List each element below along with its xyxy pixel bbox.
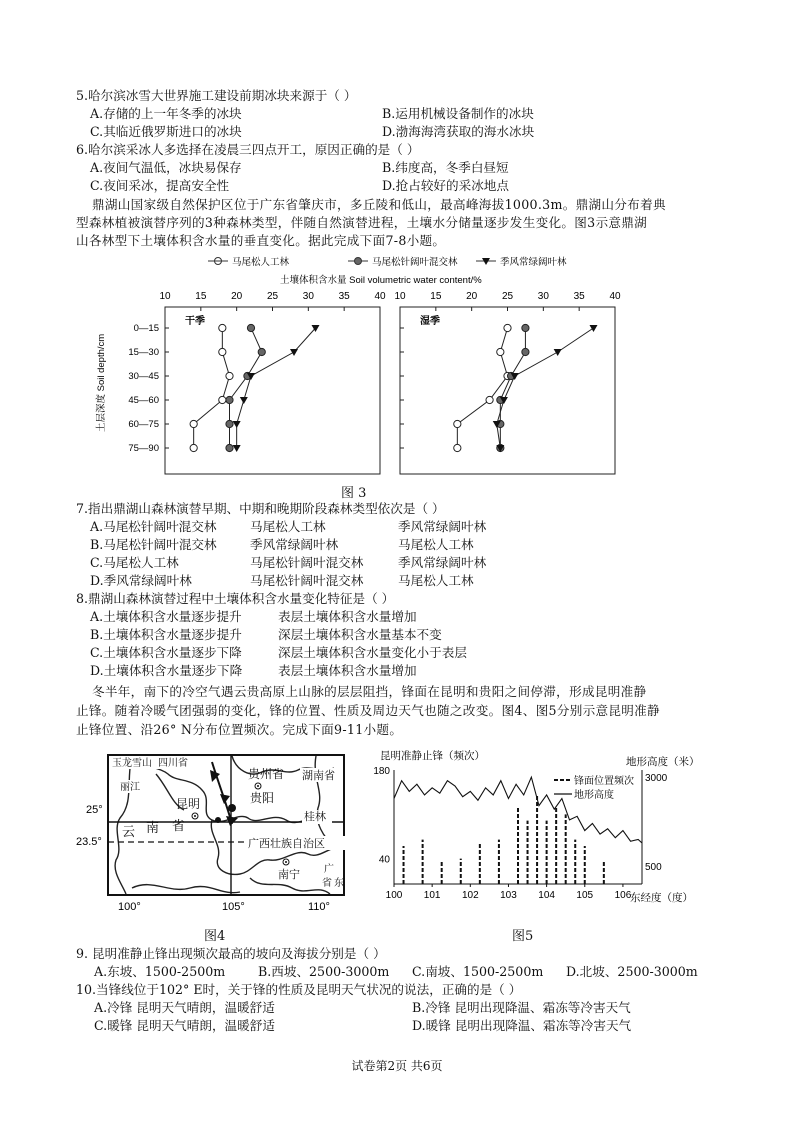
legend-label-1: 马尾松人工林 [232, 257, 290, 268]
legend-label-2: 马尾松针阔叶混交林 [372, 257, 458, 268]
fig3-point-mixed [247, 324, 254, 331]
fig3-point-plantation [486, 396, 493, 403]
fig3-caption: 图 3 [341, 486, 367, 501]
fig5-xtick-label: 105 [576, 890, 594, 901]
fig3-legend [208, 256, 567, 268]
map-label-yulong: 玉龙雪山 [112, 758, 152, 769]
fig5-legend [554, 774, 634, 801]
fig5-x-label: 东经度（度） [630, 892, 693, 904]
fig3-panel-wet [394, 291, 621, 474]
q7-a-2: 马尾松人工林 [250, 519, 326, 534]
fig3-series-line [230, 328, 262, 448]
q5-option-a: A.存储的上一年冬季的冰块 [90, 106, 242, 121]
fig3-point-plantation [497, 348, 504, 355]
fig3-xtick-label: 25 [266, 291, 279, 302]
fig5-xtick-label: 102 [461, 890, 479, 901]
q7-c-1: C.马尾松人工林 [90, 555, 179, 570]
fig3-xtick-label: 25 [501, 291, 514, 302]
page-footer: 试卷第2页 共6页 [351, 1059, 443, 1073]
map-label-kunming: 昆明 [176, 797, 201, 811]
fig3-panel-dry [128, 291, 386, 474]
q7-a-1: A.马尾松针阔叶混交林 [90, 519, 217, 534]
fig3-point-broadleaf [590, 325, 598, 332]
fig3-xtick-label: 10 [159, 291, 171, 302]
fig3-xtick-label: 15 [430, 291, 442, 302]
fig5-y2tick-label: 3000 [645, 773, 668, 785]
map-label-yun: 云 [122, 824, 136, 839]
fig5-xtick-label: 101 [423, 890, 441, 901]
figure-5-chart [372, 744, 702, 916]
q7-d-2: 马尾松针阔叶混交林 [250, 573, 364, 588]
q8-a-2: 表层土壤体积含水量增加 [278, 609, 417, 624]
q8-c-1: C.土壤体积含水量逐步下降 [90, 645, 242, 660]
fig3-point-broadleaf [233, 421, 241, 428]
q10-option-a: A.冷锋 昆明天气晴朗，温暖舒适 [94, 1000, 275, 1015]
fig3-point-mixed [522, 324, 529, 331]
q8-stem: 8.鼎湖山森林演替过程中土壤体积含水量变化特征是（ ） [76, 591, 395, 606]
fig3-xtick-label: 40 [374, 291, 386, 302]
intro-911-line3: 止锋位置、沿26° N分布位置频次。完成下面9-11小题。 [76, 722, 403, 737]
legend-filled-circle-icon [355, 258, 362, 265]
map-lon-100: 100° [118, 901, 141, 913]
intro-911-line1: 冬半年，南下的冷空气遇云贵高原上山脉的层层阻挡，锋面在昆明和贵阳之间停滞，形成昆明准静 [92, 684, 647, 699]
intro-911-line2: 止锋。随着冷暖气团强弱的变化，锋的位置、性质及周边天气也随之改变。图4、图5分别示意昆明准静 [76, 703, 660, 718]
q9-stem: 9. 昆明准静止锋出现频次最高的坡向及海拔分别是（ ） [76, 946, 386, 961]
front-semicircle-icon [215, 817, 221, 823]
q7-stem: 7.指出鼎湖山森林演替早期、中期和晚期阶段森林类型依次是（ ） [76, 501, 445, 516]
fig3-series-line [194, 328, 230, 448]
fig5-xtick-label: 106 [614, 890, 632, 901]
fig3-point-plantation [454, 444, 461, 451]
q10-stem: 10.当锋线位于102° E时，关于锋的性质及昆明天气状况的说法，正确的是（ ） [76, 982, 522, 997]
fig3-depth-label: 15—30 [128, 347, 159, 358]
fig5-xtick-label: 100 [385, 890, 403, 901]
map-lat-23-5: 23.5° [76, 836, 102, 848]
map-label-sheng2: 省 [322, 878, 332, 889]
map-label-guilin: 桂林 [304, 811, 326, 823]
fig3-panel-label: 干季 [185, 316, 205, 327]
fig5-ytick-label: 40 [378, 854, 390, 866]
q7-b-1: B.马尾松针阔叶混交林 [90, 537, 217, 552]
fig3-depth-label: 0—15 [133, 323, 159, 334]
q6-option-d: D.抢占较好的采冰地点 [382, 178, 509, 193]
map-label-sheng: 省 [172, 818, 186, 833]
q10-option-b: B.冷锋 昆明出现降温、霜冻等冷害天气 [412, 1000, 631, 1015]
q8-b-1: B.土壤体积含水量逐步提升 [90, 627, 242, 642]
fig3-depth-label: 75—90 [128, 443, 159, 454]
q9-option-d: D.北坡、2500-3000m [566, 964, 698, 979]
fig3-point-plantation [226, 372, 233, 379]
fig5-caption: 图5 [512, 929, 534, 944]
fig3-point-plantation [190, 420, 197, 427]
fig3-point-broadleaf [233, 445, 241, 452]
fig3-xtick-label: 20 [466, 291, 478, 302]
q5-stem: 5.哈尔滨冰雪大世界施工建设前期冰块来源于（ ） [76, 88, 357, 103]
fig3-xtick-label: 10 [394, 291, 406, 302]
map-label-lijiang: 丽江 [120, 782, 140, 793]
map-label-nanning: 南宁 [278, 869, 300, 881]
front-semicircle-icon [228, 804, 236, 812]
legend-label-3: 季风常绿阔叶林 [500, 257, 567, 268]
fig3-point-plantation [454, 420, 461, 427]
fig5-xtick-label: 103 [500, 890, 517, 901]
intro-78-line1: 鼎湖山国家级自然保护区位于广东省肇庆市，多丘陵和低山，最高峰海拔1000.3m。鼎湖山分布着典 [92, 197, 666, 212]
q7-b-3: 马尾松人工林 [398, 537, 474, 552]
map-label-nan: 南 [146, 820, 160, 835]
map-label-sichuan: 四川省 [158, 758, 188, 769]
fig3-point-plantation [219, 396, 226, 403]
fig3-depth-label: 30—45 [128, 371, 159, 382]
q8-b-2: 深层土壤体积含水量基本不变 [278, 627, 442, 642]
q7-d-1: D.季风常绿阔叶林 [90, 573, 192, 588]
fig3-axis-title: 土壤体积含水量 Soil volumetric water content/% [280, 275, 482, 286]
intro-78-line2: 型森林植被演替序列的3种森林类型，伴随自然演替进程，土壤水分储量逐步发生变化。图3示意鼎湖 [76, 215, 648, 230]
q7-c-3: 季风常绿阔叶林 [398, 555, 487, 570]
fig5-xtick-label: 104 [538, 890, 555, 901]
figure-3-chart [90, 252, 650, 482]
fig3-panel-label: 湿季 [420, 316, 440, 327]
fig3-xtick-label: 15 [195, 291, 207, 302]
fig3-depth-label: 45—60 [128, 395, 159, 406]
fig3-depth-label: 60—75 [128, 419, 159, 430]
map-label-guiyang: 贵阳 [250, 791, 275, 805]
q6-option-a: A.夜间气温低，冰块易保存 [90, 160, 242, 175]
fig3-xtick-label: 30 [302, 291, 314, 302]
fig5-legend-2: 地形高度 [574, 790, 614, 801]
q6-option-b: B.纬度高，冬季白昼短 [382, 160, 509, 175]
fig3-point-mixed [258, 348, 265, 355]
fig3-xtick-label: 35 [573, 291, 585, 302]
q9-option-c: C.南坡、1500-2500m [412, 964, 544, 979]
fig3-point-plantation [219, 348, 226, 355]
map-lat-25: 25° [86, 804, 103, 816]
fig3-point-mixed [522, 348, 529, 355]
fig3-point-plantation [190, 444, 197, 451]
fig3-xtick-label: 30 [537, 291, 549, 302]
fig3-xtick-label: 40 [609, 291, 621, 302]
q8-d-1: D.土壤体积含水量逐步下降 [90, 663, 243, 678]
map-label-guangxi: 广西壮族自治区 [248, 838, 325, 850]
fig3-y-label: 土层深度 Soil depth/cm [96, 333, 107, 432]
intro-78-line3: 山各林型下土壤体积含水量的垂直变化。据此完成下面7-8小题。 [76, 233, 446, 248]
fig5-y2tick-label: 500 [645, 862, 662, 874]
fig3-point-broadleaf [290, 349, 298, 356]
q7-c-2: 马尾松针阔叶混交林 [250, 555, 364, 570]
q10-option-c: C.暖锋 昆明天气晴朗，温暖舒适 [94, 1018, 275, 1033]
fig3-series-line [237, 328, 316, 448]
map-label-hunan: 湖南省 [302, 770, 335, 782]
q7-a-3: 季风常绿阔叶林 [398, 519, 487, 534]
fig3-point-plantation [219, 324, 226, 331]
fig3-point-plantation [504, 324, 511, 331]
q8-d-2: 表层土壤体积含水量增加 [278, 663, 417, 678]
fig5-legend-1: 锋面位置频次 [574, 776, 634, 787]
q6-option-c: C.夜间采冰，提高安全性 [90, 178, 230, 193]
q9-option-b: B.西坡、2500-3000m [258, 964, 390, 979]
map-lon-105: 105° [222, 901, 245, 913]
map-lon-110: 110° [308, 901, 330, 913]
map-label-guizhou: 贵州省 [248, 767, 285, 781]
q8-a-1: A.土壤体积含水量逐步提升 [90, 609, 242, 624]
fig3-point-mixed [226, 420, 233, 427]
q8-c-2: 深层土壤体积含水量变化小于表层 [278, 645, 467, 660]
figure-4-map [72, 748, 357, 918]
fig3-point-broadleaf [554, 349, 562, 356]
q7-b-2: 季风常绿阔叶林 [250, 537, 339, 552]
q7-d-3: 马尾松人工林 [398, 573, 474, 588]
map-label-guang: 广 [324, 864, 334, 875]
fig3-point-broadleaf [240, 397, 248, 404]
fig3-xtick-label: 35 [338, 291, 350, 302]
q5-option-c: C.其临近俄罗斯进口的冰块 [90, 124, 242, 139]
fig3-xtick-label: 20 [231, 291, 243, 302]
q10-option-d: D.暖锋 昆明出现降温、霜冻等冷害天气 [412, 1018, 632, 1033]
q5-option-d: D.渤海海湾获取的海水冰块 [382, 124, 535, 139]
fig3-series-line [500, 328, 525, 448]
fig3-series-line [497, 328, 594, 448]
q5-option-b: B.运用机械设备制作的冰块 [382, 106, 534, 121]
fig4-caption: 图4 [204, 929, 226, 944]
fig5-y2-label: 地形高度（米） [626, 756, 700, 768]
map-label-dong: 东 [334, 878, 344, 889]
q6-stem: 6.哈尔滨采冰人多选择在凌晨三四点开工，原因正确的是（ ） [76, 142, 420, 157]
fig3-point-mixed [226, 396, 233, 403]
fig5-ytick-label: 180 [373, 766, 390, 777]
fig5-y-label: 昆明准静止锋（频次） [380, 750, 485, 762]
fig3-point-mixed [226, 444, 233, 451]
q9-option-a: A.东坡、1500-2500m [94, 964, 226, 979]
